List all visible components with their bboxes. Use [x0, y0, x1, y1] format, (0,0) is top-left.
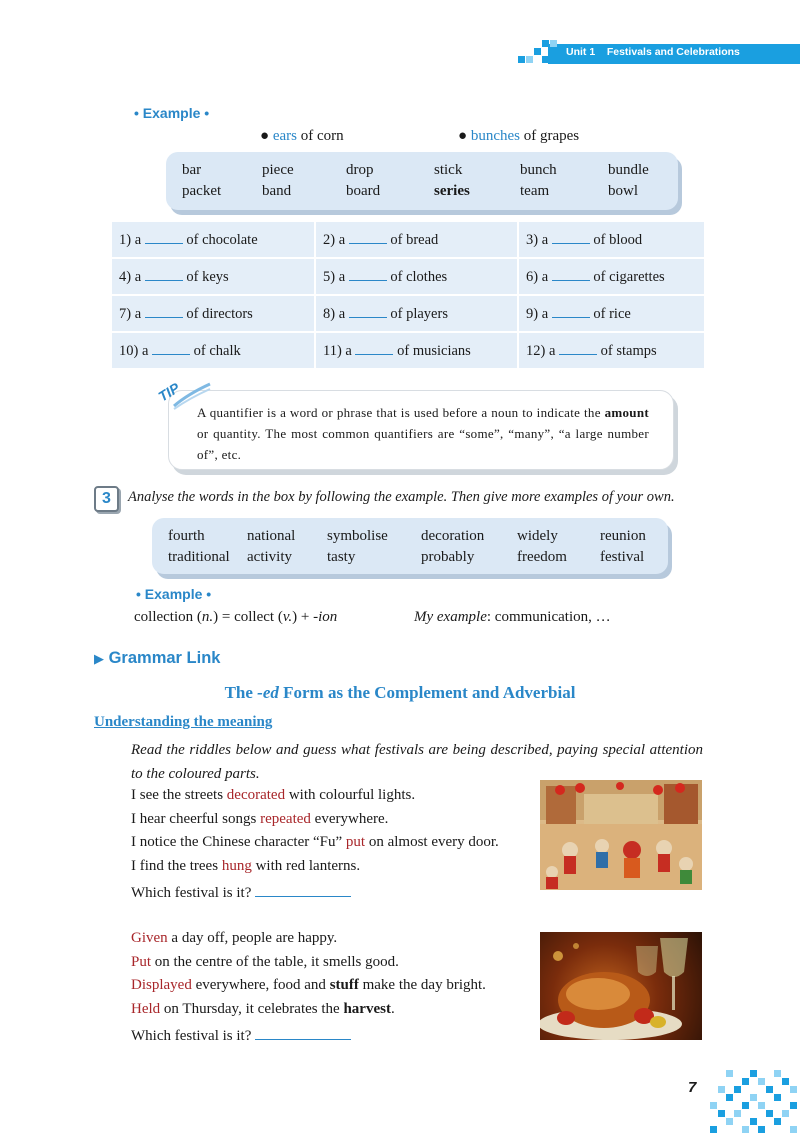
word-festival: festival [600, 549, 645, 565]
word-bunch: bunch [520, 162, 557, 178]
tip-text: A quantifier is a word or phrase that is used before a noun to indicate the amount or quantity. The most common quantifiers are “some”, “many”, “a large number of”, etc. [197, 405, 649, 462]
word-reunion: reunion [600, 528, 646, 544]
example-formula: collection (n.) = collect (v.) + -ion [134, 609, 338, 625]
riddle-1-line-4: I find the trees hung with red lanterns. [131, 858, 361, 874]
table-row [111, 332, 705, 369]
table-cell: 2) a of bread [315, 221, 518, 258]
word-series: series [434, 183, 470, 199]
page-number: 7 [688, 1079, 697, 1096]
grammar-title: The -ed Form as the Complement and Adverbial [224, 683, 576, 702]
grammar-link-label: Grammar Link [108, 649, 221, 667]
table-cell: 8) a of players [315, 295, 518, 332]
answer-blank[interactable] [552, 231, 590, 244]
tip-label: TIP [155, 379, 183, 405]
table-cell: 7) a of directors [111, 295, 315, 332]
table-cell: 1) a of chocolate [111, 221, 315, 258]
word-board: board [346, 183, 381, 199]
riddle-instruction: Read the riddles below and guess what festivals are being described, paying special attention to the coloured parts. [131, 742, 703, 782]
grammar-link-heading [94, 649, 220, 668]
word-bar: bar [182, 162, 202, 178]
table-cell: 9) a of rice [518, 295, 705, 332]
example-item-2 [458, 128, 579, 145]
riddle-2-question: Which festival is it? [131, 1025, 351, 1045]
word-tasty: tasty [327, 549, 356, 565]
answer-blank[interactable] [349, 231, 387, 244]
table-cell: 6) a of cigarettes [518, 258, 705, 295]
exercise-number-badge: 3 [94, 486, 119, 512]
table-cell: 10) a of chalk [111, 332, 315, 369]
example-text: of corn [300, 128, 344, 144]
riddle-1-question: Which festival is it? [131, 882, 351, 902]
answer-blank[interactable] [349, 305, 387, 318]
bullet-icon: ● [260, 128, 270, 144]
pixel-decoration-bottom [706, 1066, 800, 1138]
example-heading-2: • Example • [136, 586, 212, 602]
bullet-icon: ● [458, 128, 468, 144]
answer-blank[interactable] [559, 342, 597, 355]
word-box-vocabulary [152, 518, 668, 574]
word-piece: piece [262, 162, 294, 178]
spring-festival-illustration [540, 780, 702, 890]
word-traditional: traditional [168, 549, 230, 565]
unit-title: Festivals and Celebrations [606, 46, 740, 58]
table-row [111, 258, 705, 295]
word-team: team [520, 183, 550, 199]
word-stick: stick [434, 162, 463, 178]
table-cell: 12) a of stamps [518, 332, 705, 369]
answer-blank[interactable] [152, 342, 190, 355]
word-freedom: freedom [517, 549, 567, 565]
word-drop: drop [346, 162, 374, 178]
example-text: of grapes [523, 128, 580, 144]
example-word: ears [272, 128, 297, 144]
tip-box [168, 390, 674, 470]
example-word: bunches [470, 128, 520, 144]
quantifier-table [110, 220, 706, 370]
answer-blank[interactable] [349, 268, 387, 281]
pixel-decoration-top [518, 38, 558, 68]
answer-blank[interactable] [552, 305, 590, 318]
table-cell: 3) a of blood [518, 221, 705, 258]
riddle-2-line-3: Displayed everywhere, food and stuff make the day bright. [131, 977, 486, 993]
riddle-2-answer-blank[interactable] [255, 1025, 351, 1040]
riddle-1-answer-blank[interactable] [255, 882, 351, 897]
triangle-right-icon: ▶ [94, 651, 104, 666]
answer-blank[interactable] [355, 342, 393, 355]
section-subheading: Understanding the meaning [94, 714, 273, 730]
word-box-quantifiers [166, 152, 678, 210]
word-bundle: bundle [608, 162, 649, 178]
table-cell: 5) a of clothes [315, 258, 518, 295]
table-cell: 11) a of musicians [315, 332, 518, 369]
unit-header [566, 46, 740, 58]
table-cell: 4) a of keys [111, 258, 315, 295]
word-probably: probably [421, 549, 475, 565]
riddle-1-line-1: I see the streets decorated with colourful lights. [131, 787, 416, 803]
example-heading: • Example • [134, 105, 210, 121]
word-packet: packet [182, 183, 222, 199]
riddle-1-line-2: I hear cheerful songs repeated everywhere. [131, 811, 389, 827]
unit-label: Unit 1 [566, 46, 596, 58]
riddle-1-line-3: I notice the Chinese character “Fu” put on almost every door. [131, 834, 499, 850]
tip-badge [155, 379, 212, 410]
riddle-2-line-4: Held on Thursday, it celebrates the harvest. [131, 1001, 395, 1017]
word-activity: activity [247, 549, 292, 565]
my-example: My example: communication, … [414, 609, 611, 625]
riddle-2-line-1: Given a day off, people are happy. [131, 930, 338, 946]
word-national: national [247, 528, 296, 544]
word-fourth: fourth [168, 528, 205, 544]
answer-blank[interactable] [552, 268, 590, 281]
answer-blank[interactable] [145, 305, 183, 318]
answer-blank[interactable] [145, 268, 183, 281]
table-row [111, 295, 705, 332]
word-decoration: decoration [421, 528, 485, 544]
table-row [111, 221, 705, 258]
word-symbolise: symbolise [327, 528, 388, 544]
roast-turkey-photo [540, 932, 702, 1040]
word-widely: widely [517, 528, 558, 544]
riddle-2-line-2: Put on the centre of the table, it smells good. [131, 954, 399, 970]
word-band: band [262, 183, 292, 199]
answer-blank[interactable] [145, 231, 183, 244]
word-bowl: bowl [608, 183, 638, 199]
example-item-1 [260, 128, 344, 145]
exercise-3-instruction: Analyse the words in the box by following the example. Then give more examples of your own. [128, 489, 675, 505]
